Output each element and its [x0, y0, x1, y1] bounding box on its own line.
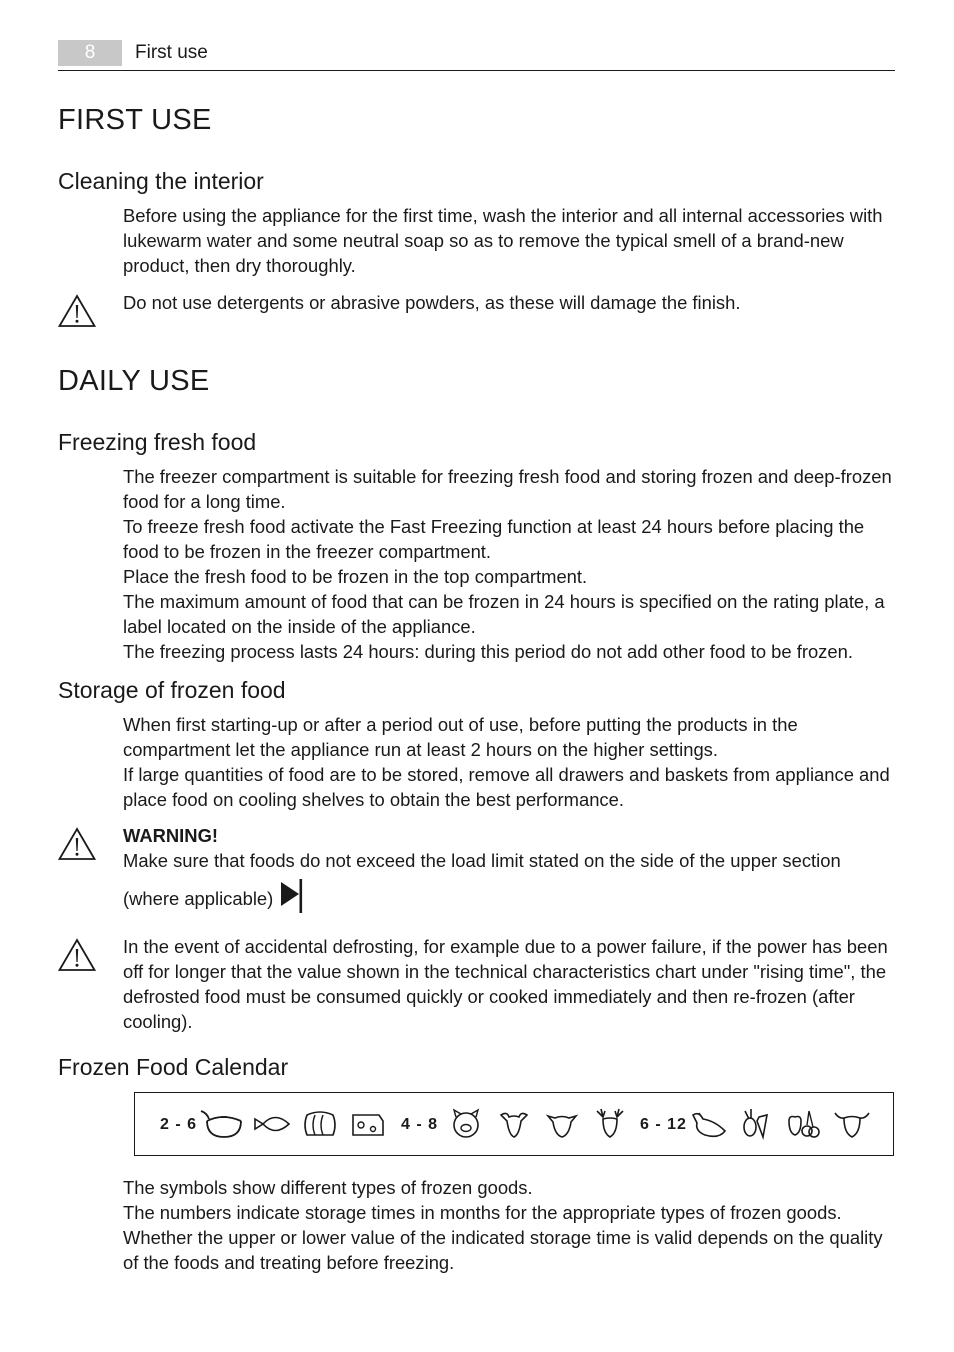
warning-triangle-icon: [58, 827, 96, 861]
deer-icon: [593, 1107, 627, 1141]
frozen-food-calendar: [134, 1092, 894, 1156]
calf-icon: [545, 1107, 579, 1141]
defrost-text: In the event of accidental defrosting, for example due to a power failure, if the power has been off for longer that the value shown in the technical characteristics chart under "rising time", the defrosted food must be consumed quickly or cooked immediately and then re-frozen (after cooling).: [123, 936, 888, 1032]
daily-use-heading: DAILY USE: [58, 365, 210, 397]
sheep-icon: [497, 1107, 531, 1141]
storage-months-label: 2 - 6: [160, 1116, 198, 1133]
storage-heading: Storage of frozen food: [58, 677, 286, 703]
calendar-heading: Frozen Food Calendar: [58, 1054, 289, 1080]
storage-text: When first starting-up or after a period out of use, before putting the products in the compartment let the appliance run at least 2 hours on the higher settings. If large quantities of food are to be stored, remove all drawers and baskets from appliance and place food on cooling shelves to obtain the best performance.: [123, 714, 890, 810]
vegetables-icon: [739, 1107, 773, 1141]
cow-icon: [833, 1107, 871, 1141]
freezing-text: The freezer compartment is suitable for freezing fresh food and storing frozen and deep-frozen food for a long time. To freeze fresh food activate the Fast Freezing function at least 24 hours before placing the food to be frozen in the freezer compartment. Place the fresh food to be frozen in the top compartment. The maximum amount of food that can be frozen in 24 hours is specified on the rating plate, a label located on the inside of the appliance. The freezing process lasts 24 hours: during this period do not add other food to be frozen.: [123, 466, 892, 662]
cleaning-text: Before using the appliance for the first time, wash the interior and all internal accessories with lukewarm water and some neutral soap so as to remove the typical smell of a brand-new product, then dry thoroughly.: [123, 205, 883, 276]
cheese-icon: [349, 1107, 387, 1141]
storage-months-label: 4 - 8: [401, 1116, 439, 1133]
cleaning-heading: Cleaning the interior: [58, 168, 264, 194]
page-number: 8: [58, 40, 122, 66]
bread-icon: [301, 1107, 339, 1141]
warning-label: WARNING!: [123, 825, 219, 846]
fish-icon: [253, 1107, 293, 1141]
caution-triangle-icon: [58, 294, 96, 328]
running-title: First use: [135, 42, 208, 63]
storage-months-label: 6 - 12: [640, 1116, 687, 1133]
calendar-notes: The symbols show different types of frozen goods. The numbers indicate storage times in months for the appropriate types of frozen goods. Whether the upper or lower value of the indicated storage time is valid depends on the quality of the foods and treating before freezing.: [123, 1177, 883, 1273]
soup-pot-icon: [199, 1107, 247, 1141]
poultry-icon: [689, 1107, 729, 1141]
freezing-heading: Freezing fresh food: [58, 429, 257, 455]
first-use-heading: FIRST USE: [58, 104, 212, 136]
warning-block: WARNING! Make sure that foods do not exceed the load limit stated on the side of the upper section (where applicable): [123, 823, 895, 918]
header-rule: [58, 70, 895, 71]
pig-icon: [449, 1107, 483, 1141]
load-limit-icon: [279, 878, 305, 914]
defrost-warning-icon: [58, 938, 96, 972]
rating-plate-term: rating plate: [773, 591, 865, 612]
fruit-icon: [785, 1107, 821, 1141]
cleaning-caution-text: Do not use detergents or abrasive powders, as these will damage the finish.: [123, 292, 741, 313]
